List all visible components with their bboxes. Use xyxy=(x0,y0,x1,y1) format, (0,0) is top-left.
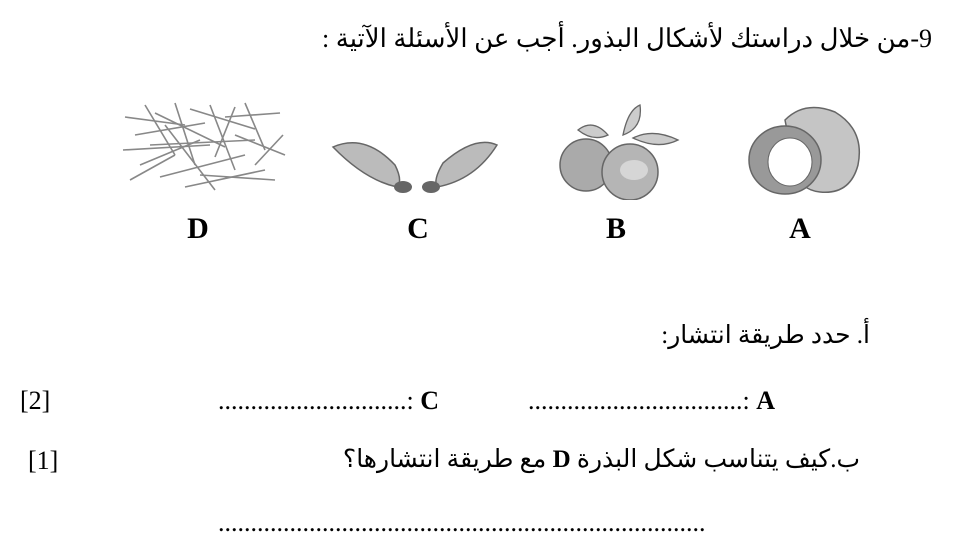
winged-seeds-icon xyxy=(325,125,505,205)
seed-label-d: D xyxy=(187,212,209,245)
part-b-prompt xyxy=(343,444,860,474)
part-a-marks: [2] xyxy=(20,386,51,415)
seed-label-b: B xyxy=(605,212,626,245)
answer-line-a[interactable]: .................................: xyxy=(528,386,750,415)
berries-icon xyxy=(548,100,688,200)
part-b-marks: [1] xyxy=(28,446,59,475)
part-b-prompt-end: مع طريقة انتشارها؟ xyxy=(342,446,547,473)
needle-seeds-icon xyxy=(115,95,290,195)
seed-label-c: C xyxy=(407,212,429,245)
coconut-icon xyxy=(740,100,870,200)
seed-label-a: A xyxy=(789,212,811,245)
part-a-prompt: أ. حدد طريقة انتشار: xyxy=(661,322,870,349)
question-title: 9-من خلال دراستك لأشكال البذور. أجب عن الأسئلة الآتية : xyxy=(322,24,932,53)
part-b-prompt-start: ب.كيف يتناسب شكل البذرة xyxy=(576,446,860,473)
answer-label-a: A xyxy=(756,386,776,415)
part-b-letter: D xyxy=(552,446,571,473)
answer-row-a xyxy=(528,386,775,416)
answer-line-c[interactable]: .............................: xyxy=(218,386,414,415)
answer-row-c xyxy=(218,386,439,416)
answer-line-b[interactable]: ........................................................................... xyxy=(218,508,706,537)
answer-label-c: C xyxy=(420,386,440,415)
